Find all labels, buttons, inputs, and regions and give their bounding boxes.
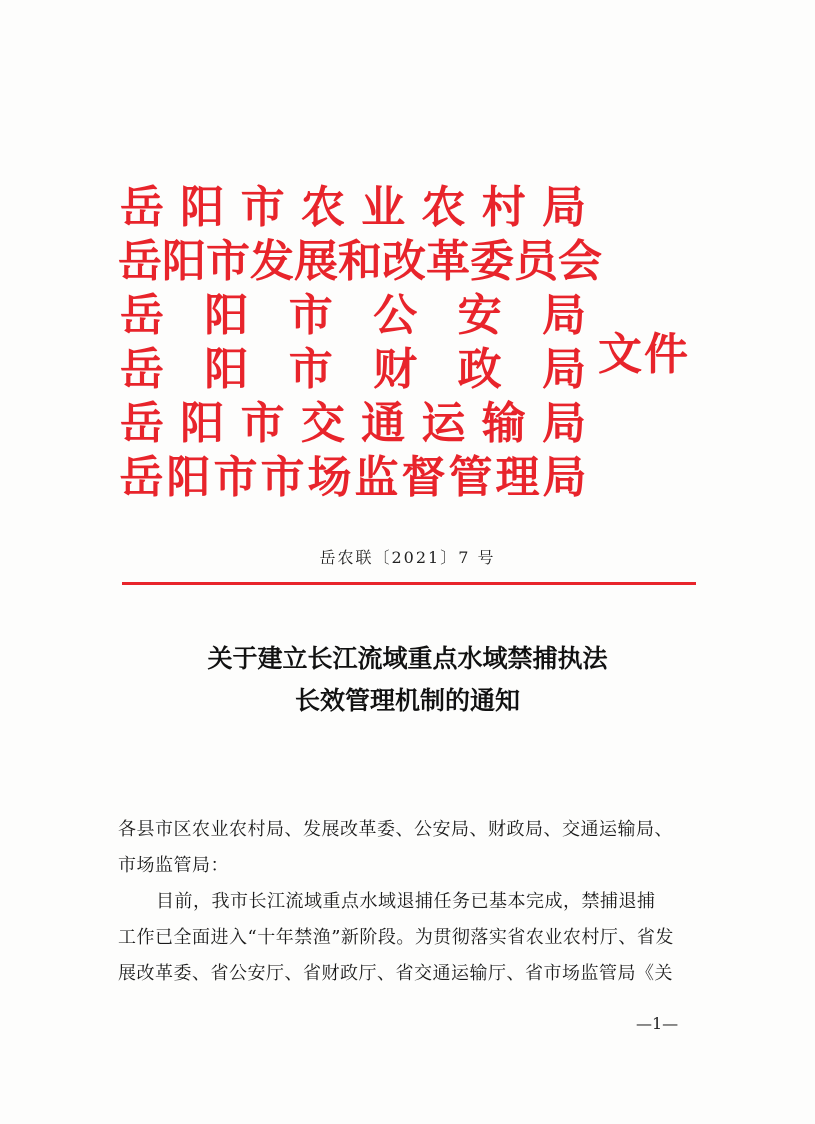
agency-char: 市 xyxy=(260,452,305,503)
agency-char: 阳 xyxy=(204,290,249,341)
agency-char: 场 xyxy=(307,452,352,503)
agency-char: 岳 xyxy=(120,398,164,449)
agency-char: 发 xyxy=(250,236,294,287)
agency-char: 会 xyxy=(558,236,602,287)
agency-char: 局 xyxy=(542,452,587,503)
agency-char: 阳 xyxy=(204,344,249,395)
agency-char: 财 xyxy=(373,344,418,395)
red-divider-line xyxy=(122,582,696,585)
document-title xyxy=(0,638,815,722)
agency-char: 业 xyxy=(361,182,406,233)
agency-char: 农 xyxy=(300,182,345,233)
body-line: 工作已全面进入“十年禁渔”新阶段。为贯彻落实省农业农村厅、省发 xyxy=(118,927,674,948)
agency-row-public-security xyxy=(118,289,588,343)
document-number: 岳农联〔2021〕7 号 xyxy=(319,548,496,567)
body-line: 展改革委、省公安厅、省财政厅、省交通运输厅、省市场监管局《关 xyxy=(118,963,673,984)
agency-char: 革 xyxy=(426,236,470,287)
agency-char: 村 xyxy=(481,182,526,233)
title-line-1: 关于建立长江流域重点水域禁捕执法 xyxy=(207,644,608,673)
agency-char: 输 xyxy=(481,398,526,449)
agency-char: 通 xyxy=(361,398,406,449)
agency-char: 展 xyxy=(294,236,338,287)
agency-char: 岳 xyxy=(120,290,164,341)
file-label: 文件 xyxy=(598,329,690,380)
title-line-2: 长效管理机制的通知 xyxy=(294,686,520,715)
agency-char: 运 xyxy=(421,398,466,449)
agency-char: 岳 xyxy=(119,452,164,503)
agency-char: 农 xyxy=(421,182,466,233)
agency-char: 局 xyxy=(541,344,586,395)
agency-char: 员 xyxy=(514,236,558,287)
page-number: —1— xyxy=(636,1014,679,1033)
agency-char: 市 xyxy=(206,236,250,287)
agency-char: 阳 xyxy=(166,452,211,503)
agency-char: 岳 xyxy=(120,344,164,395)
agency-char: 交 xyxy=(300,398,345,449)
agency-char: 局 xyxy=(541,182,586,233)
agency-row-development-reform xyxy=(118,235,602,289)
agency-char: 局 xyxy=(541,290,586,341)
agency-char: 政 xyxy=(457,344,502,395)
document-body xyxy=(118,812,698,992)
agency-char: 公 xyxy=(373,290,418,341)
issuing-agencies-header xyxy=(118,181,602,505)
agency-char: 安 xyxy=(457,290,502,341)
agency-char: 市 xyxy=(288,344,333,395)
agency-char: 改 xyxy=(382,236,426,287)
agency-char: 岳 xyxy=(120,182,164,233)
agency-char: 监 xyxy=(354,452,399,503)
agency-char: 阳 xyxy=(162,236,206,287)
body-line: 目前，我市长江流域重点水域退捕任务已基本完成，禁捕退捕 xyxy=(156,891,656,912)
agency-row-agriculture xyxy=(118,181,588,235)
agency-char: 理 xyxy=(495,452,540,503)
agency-char: 市 xyxy=(240,398,285,449)
agency-char: 委 xyxy=(470,236,514,287)
agency-char: 市 xyxy=(240,182,285,233)
agency-row-market-supervision xyxy=(118,451,588,505)
agency-char: 岳 xyxy=(118,236,162,287)
agency-row-transport xyxy=(118,397,588,451)
agency-char: 市 xyxy=(213,452,258,503)
agency-char: 市 xyxy=(288,290,333,341)
agency-row-finance xyxy=(118,343,588,397)
agency-char: 阳 xyxy=(180,182,225,233)
agency-char: 管 xyxy=(448,452,493,503)
agency-char: 阳 xyxy=(180,398,225,449)
agency-char: 局 xyxy=(541,398,586,449)
agency-char: 督 xyxy=(401,452,446,503)
body-line: 市场监管局： xyxy=(118,855,229,876)
body-line: 各县市区农业农村局、发展改革委、公安局、财政局、交通运输局、 xyxy=(118,819,673,840)
agency-char: 和 xyxy=(338,236,382,287)
